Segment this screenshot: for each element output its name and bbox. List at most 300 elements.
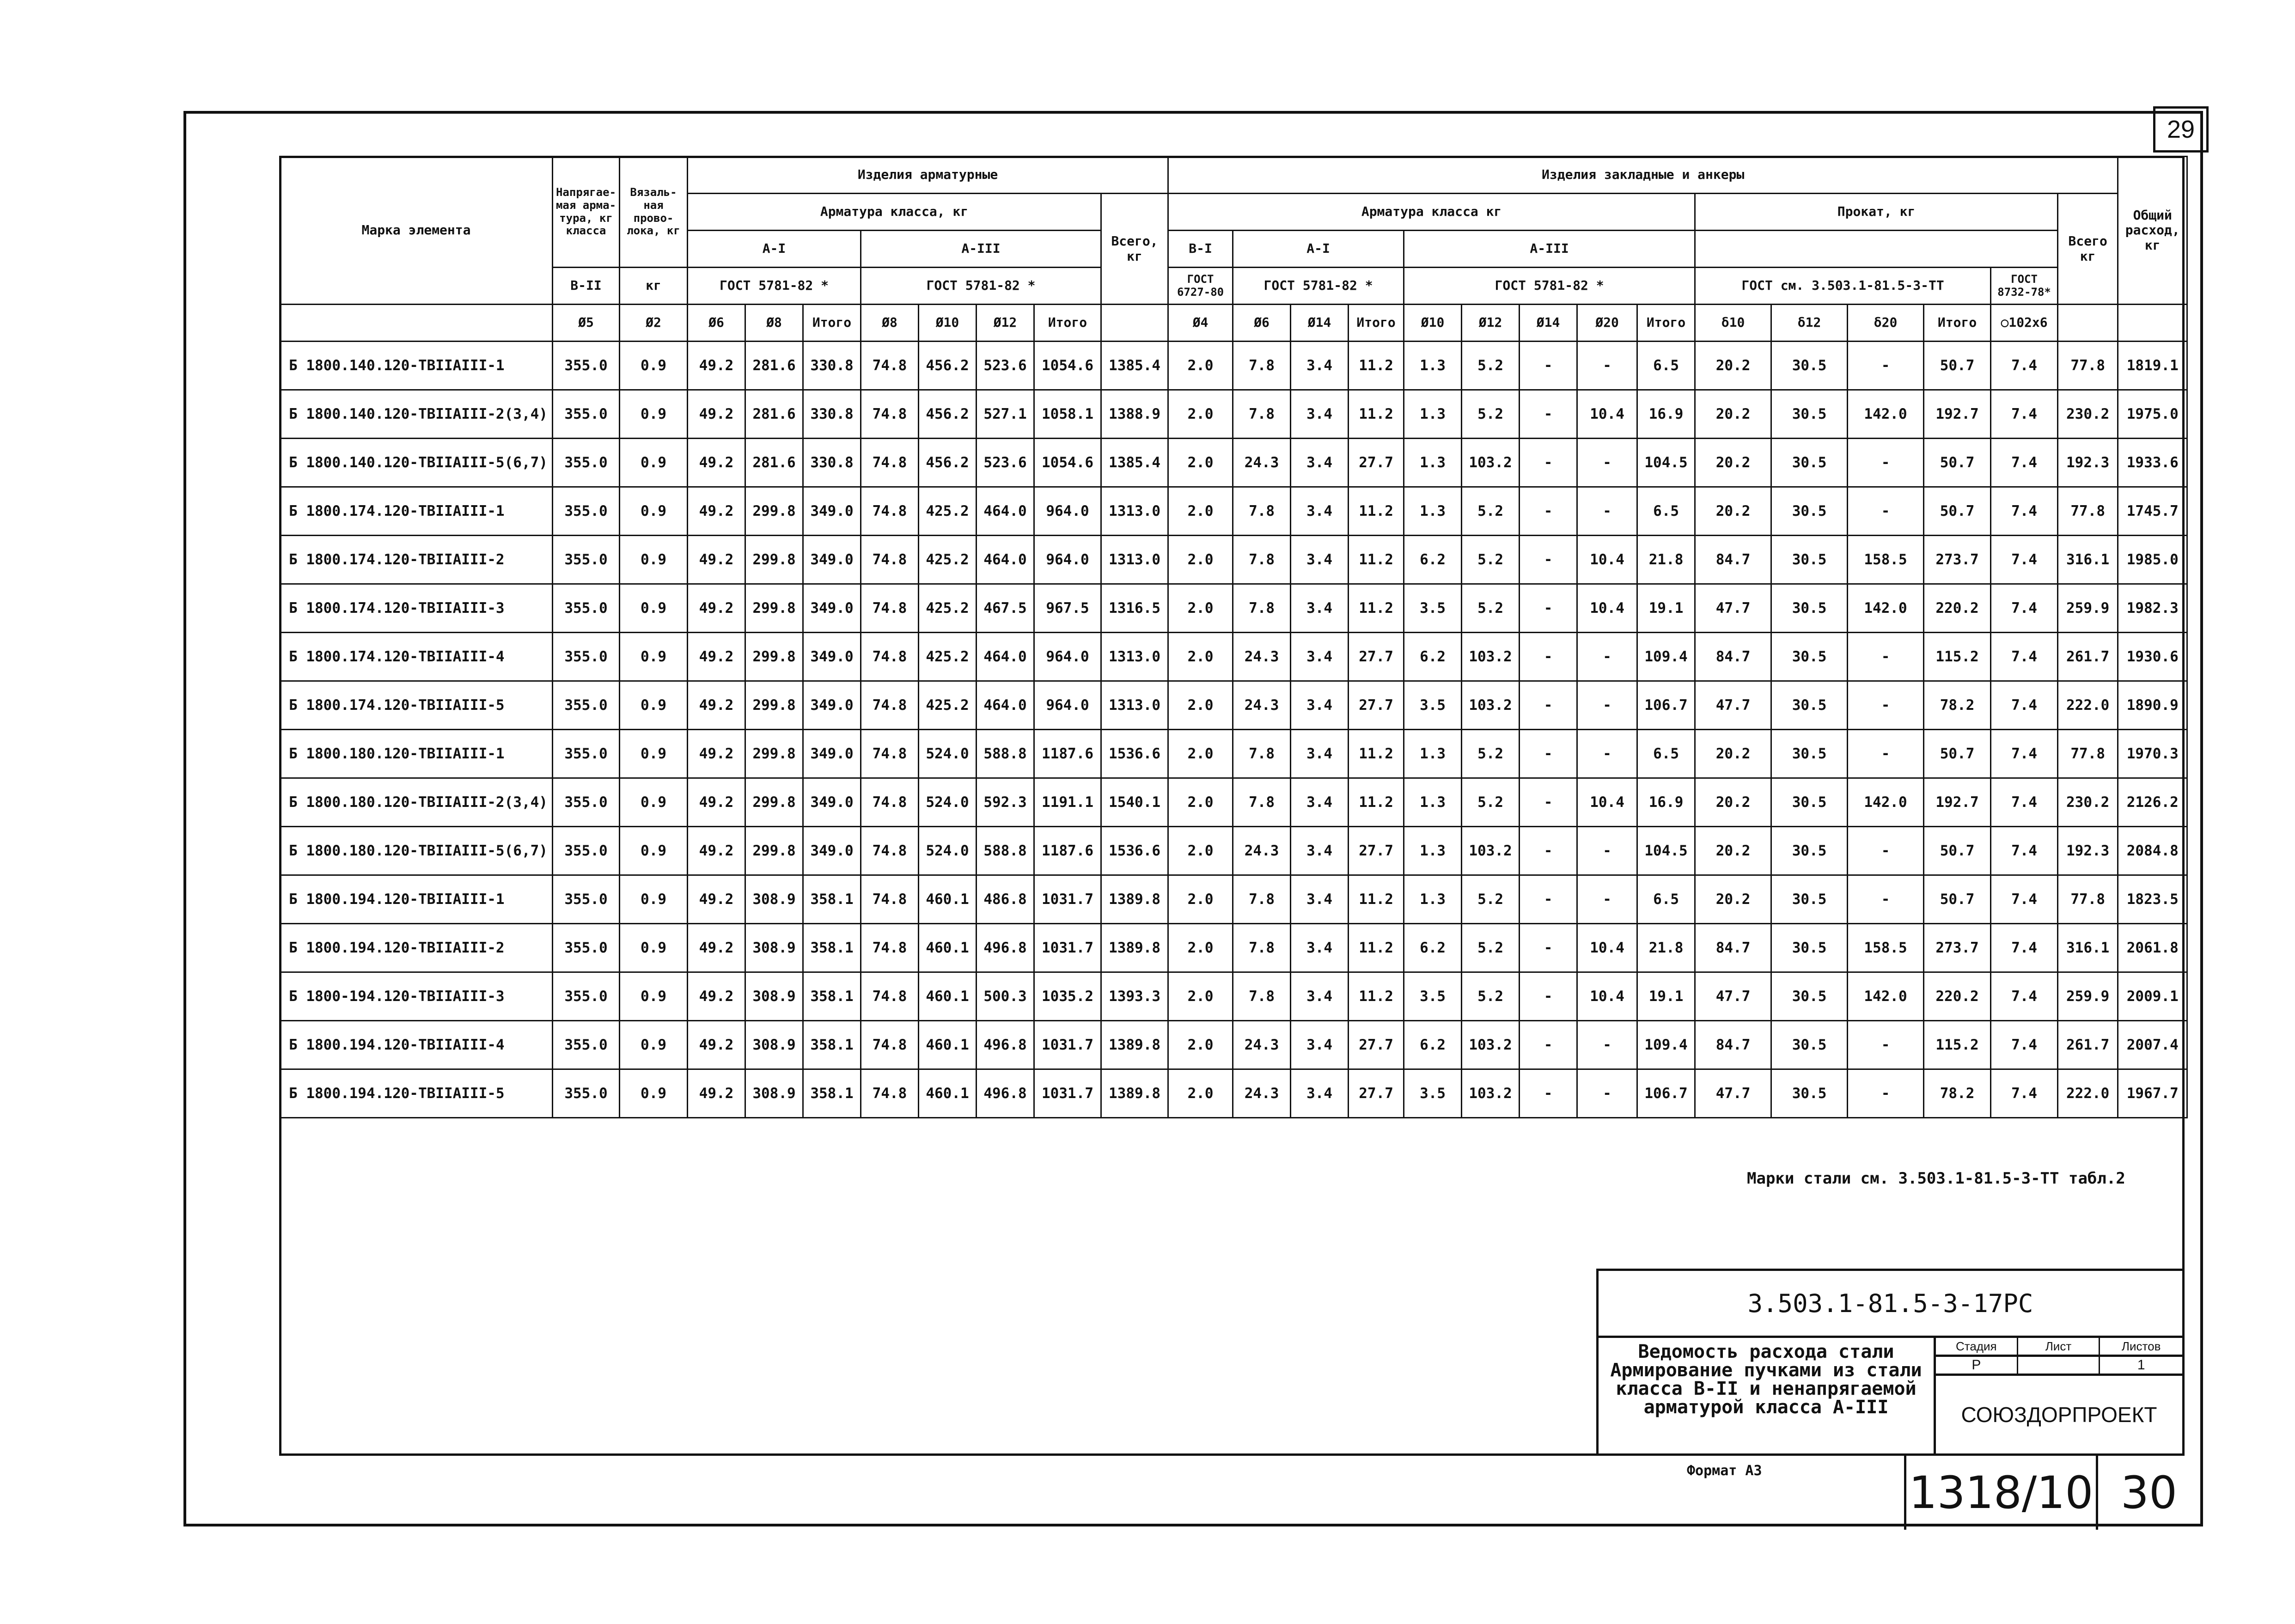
- table-cell: 7.4: [1991, 487, 2058, 536]
- table-cell: 425.2: [919, 681, 977, 730]
- table-cell: 496.8: [977, 1069, 1034, 1118]
- subheader-cell: ○102x6: [1991, 305, 2058, 342]
- table-cell: 1191.1: [1034, 778, 1101, 827]
- subheader-cell: Ø6: [688, 305, 745, 342]
- table-cell: 49.2: [688, 390, 745, 439]
- table-cell: 496.8: [977, 924, 1034, 972]
- table-cell: 3.4: [1291, 730, 1349, 778]
- table-cell: 30.5: [1771, 439, 1848, 487]
- col-header-a3: А-III: [861, 231, 1101, 268]
- table-cell: 1823.5: [2118, 875, 2187, 924]
- table-cell: -: [1577, 1069, 1637, 1118]
- col-header-emb-b1: В-I: [1168, 231, 1233, 268]
- table-cell: 3.5: [1404, 681, 1462, 730]
- table-cell: 192.7: [1924, 390, 1991, 439]
- table-cell: 330.8: [803, 390, 861, 439]
- table-cell: 355.0: [553, 390, 620, 439]
- sheets-value: 1: [2137, 1357, 2145, 1373]
- table-cell: 349.0: [803, 827, 861, 875]
- table-cell: 50.7: [1924, 487, 1991, 536]
- table-cell: 27.7: [1349, 439, 1404, 487]
- table-cell: 1982.3: [2118, 584, 2187, 633]
- table-cell: 349.0: [803, 730, 861, 778]
- col-header-embedded: Изделия закладные и анкеры: [1168, 157, 2118, 194]
- table-cell: 456.2: [919, 390, 977, 439]
- table-cell: 27.7: [1349, 1069, 1404, 1118]
- table-cell: 299.8: [745, 681, 803, 730]
- table-cell: 355.0: [553, 875, 620, 924]
- element-mark-cell: Б 1800.174.120-ТВIIАIII-2: [280, 536, 553, 584]
- table-cell: 11.2: [1349, 972, 1404, 1021]
- table-cell: 261.7: [2058, 1021, 2118, 1069]
- col-header-stressed-dia: Ø5: [553, 305, 620, 342]
- table-cell: 103.2: [1462, 1069, 1520, 1118]
- table-cell: 7.4: [1991, 730, 2058, 778]
- stage-header: [1934, 1336, 2185, 1357]
- table-cell: 27.7: [1349, 681, 1404, 730]
- table-cell: 2126.2: [2118, 778, 2187, 827]
- table-cell: 11.2: [1349, 487, 1404, 536]
- table-cell: 142.0: [1848, 972, 1924, 1021]
- subheader-row: [280, 305, 2187, 342]
- table-cell: 47.7: [1695, 584, 1771, 633]
- table-cell: 259.9: [2058, 584, 2118, 633]
- steel-consumption-table: [279, 156, 2188, 1462]
- table-cell: 2.0: [1168, 1069, 1233, 1118]
- table-cell: 115.2: [1924, 1021, 1991, 1069]
- table-cell: 158.5: [1848, 536, 1924, 584]
- table-cell: 299.8: [745, 827, 803, 875]
- table-cell: -: [1520, 342, 1577, 390]
- table-cell: -: [1848, 1021, 1924, 1069]
- table-cell: 5.2: [1462, 584, 1520, 633]
- table-cell: -: [1577, 439, 1637, 487]
- table-cell: 308.9: [745, 972, 803, 1021]
- table-cell: 1.3: [1404, 390, 1462, 439]
- stage-value: Р: [1936, 1357, 2018, 1374]
- table-cell: 0.9: [620, 924, 688, 972]
- table-cell: 3.4: [1291, 1021, 1349, 1069]
- format-label: Формат А3: [1687, 1463, 1762, 1479]
- table-cell: -: [1520, 875, 1577, 924]
- table-cell: 0.9: [620, 439, 688, 487]
- table-cell: 2.0: [1168, 439, 1233, 487]
- table-cell: 222.0: [2058, 681, 2118, 730]
- table-cell: 6.5: [1637, 342, 1695, 390]
- table-cell: 1187.6: [1034, 730, 1101, 778]
- table-cell: 21.8: [1637, 536, 1695, 584]
- table-cell: 50.7: [1924, 730, 1991, 778]
- table-cell: -: [1520, 730, 1577, 778]
- table-cell: 1389.8: [1101, 924, 1168, 972]
- col-header-rebar-total: Всего, кг: [1101, 194, 1168, 305]
- table-cell: -: [1520, 827, 1577, 875]
- table-cell: 16.9: [1637, 390, 1695, 439]
- table-cell: 2.0: [1168, 584, 1233, 633]
- table-cell: 355.0: [553, 1021, 620, 1069]
- table-row: [280, 972, 2187, 1021]
- subheader-cell: Итого: [803, 305, 861, 342]
- table-cell: 74.8: [861, 633, 919, 681]
- table-cell: -: [1848, 681, 1924, 730]
- col-header-a1: А-I: [688, 231, 861, 268]
- table-cell: 158.5: [1848, 924, 1924, 972]
- table-cell: 358.1: [803, 924, 861, 972]
- table-cell: 1536.6: [1101, 730, 1168, 778]
- table-cell: 316.1: [2058, 536, 2118, 584]
- table-cell: 5.2: [1462, 972, 1520, 1021]
- table-cell: 74.8: [861, 536, 919, 584]
- subheader-cell: Ø20: [1577, 305, 1637, 342]
- organization-name: СОЮЗДОРПРОЕКТ: [1934, 1374, 2185, 1456]
- subheader-cell: Итого: [1034, 305, 1101, 342]
- title-block: [1596, 1269, 2185, 1456]
- table-cell: 21.8: [1637, 924, 1695, 972]
- table-cell: 30.5: [1771, 972, 1848, 1021]
- table-cell: 1540.1: [1101, 778, 1168, 827]
- table-cell: 281.6: [745, 439, 803, 487]
- table-cell: 11.2: [1349, 875, 1404, 924]
- table-cell: 10.4: [1577, 390, 1637, 439]
- table-cell: 24.3: [1233, 633, 1291, 681]
- table-cell: 1313.0: [1101, 681, 1168, 730]
- table-cell: 7.8: [1233, 730, 1291, 778]
- table-cell: 299.8: [745, 536, 803, 584]
- table-cell: 74.8: [861, 1069, 919, 1118]
- table-cell: 316.1: [2058, 924, 2118, 972]
- table-cell: 192.7: [1924, 778, 1991, 827]
- table-cell: 0.9: [620, 730, 688, 778]
- col-header-emb-a3: А-III: [1404, 231, 1695, 268]
- table-cell: 308.9: [745, 1069, 803, 1118]
- table-cell: 1890.9: [2118, 681, 2187, 730]
- table-cell: 47.7: [1695, 681, 1771, 730]
- table-cell: 103.2: [1462, 1021, 1520, 1069]
- table-cell: 2.0: [1168, 390, 1233, 439]
- table-cell: 7.4: [1991, 439, 2058, 487]
- table-cell: 30.5: [1771, 390, 1848, 439]
- table-cell: 1385.4: [1101, 342, 1168, 390]
- table-cell: 524.0: [919, 827, 977, 875]
- table-cell: 7.8: [1233, 924, 1291, 972]
- table-cell: 115.2: [1924, 633, 1991, 681]
- table-cell: 222.0: [2058, 1069, 2118, 1118]
- document-description: Ведомость расхода стали Армирование пучками из стали класса В-II и ненапрягаемой арматурой класса А-III: [1596, 1336, 1936, 1456]
- table-cell: 355.0: [553, 536, 620, 584]
- table-cell: 30.5: [1771, 924, 1848, 972]
- table-cell: 49.2: [688, 730, 745, 778]
- table-cell: 24.3: [1233, 681, 1291, 730]
- table-cell: 964.0: [1034, 681, 1101, 730]
- table-cell: 0.9: [620, 487, 688, 536]
- table-cell: 349.0: [803, 778, 861, 827]
- table-cell: 967.5: [1034, 584, 1101, 633]
- table-cell: 49.2: [688, 1021, 745, 1069]
- table-cell: 355.0: [553, 1069, 620, 1118]
- table-cell: 3.5: [1404, 972, 1462, 1021]
- table-cell: 425.2: [919, 633, 977, 681]
- table-cell: 7.4: [1991, 1069, 2058, 1118]
- table-cell: 49.2: [688, 536, 745, 584]
- table-cell: 1313.0: [1101, 536, 1168, 584]
- element-mark-cell: Б 1800.180.120-ТВIIАIII-1: [280, 730, 553, 778]
- table-cell: -: [1848, 487, 1924, 536]
- table-cell: 523.6: [977, 439, 1034, 487]
- table-row: [280, 778, 2187, 827]
- table-cell: 50.7: [1924, 342, 1991, 390]
- table-cell: 7.8: [1233, 972, 1291, 1021]
- table-cell: 1.3: [1404, 730, 1462, 778]
- table-cell: 10.4: [1577, 778, 1637, 827]
- table-cell: 1930.6: [2118, 633, 2187, 681]
- subheader-cell: Ø8: [861, 305, 919, 342]
- table-cell: 106.7: [1637, 1069, 1695, 1118]
- table-cell: 3.4: [1291, 875, 1349, 924]
- table-cell: 50.7: [1924, 439, 1991, 487]
- table-cell: 0.9: [620, 1021, 688, 1069]
- table-cell: 74.8: [861, 924, 919, 972]
- subheader-cell: Ø12: [977, 305, 1034, 342]
- element-mark-cell: Б 1800.174.120-ТВIIАIII-3: [280, 584, 553, 633]
- table-cell: 142.0: [1848, 778, 1924, 827]
- table-cell: 2.0: [1168, 1021, 1233, 1069]
- table-cell: -: [1577, 681, 1637, 730]
- table-cell: 24.3: [1233, 439, 1291, 487]
- table-cell: -: [1848, 827, 1924, 875]
- table-cell: 281.6: [745, 390, 803, 439]
- subheader-cell: δ10: [1695, 305, 1771, 342]
- subheader-cell: Итого: [1637, 305, 1695, 342]
- element-mark-cell: Б 1800-194.120-ТВIIАIII-3: [280, 972, 553, 1021]
- table-cell: 27.7: [1349, 1021, 1404, 1069]
- subheader-cell: Ø14: [1291, 305, 1349, 342]
- table-row: [280, 584, 2187, 633]
- table-cell: 230.2: [2058, 778, 2118, 827]
- table-cell: 299.8: [745, 584, 803, 633]
- table-cell: 1031.7: [1034, 924, 1101, 972]
- table-cell: 11.2: [1349, 584, 1404, 633]
- table-row: [280, 875, 2187, 924]
- table-cell: 3.4: [1291, 439, 1349, 487]
- table-cell: 50.7: [1924, 875, 1991, 924]
- sheet-label: Лист: [2018, 1338, 2100, 1355]
- subheader-cell: Ø4: [1168, 305, 1233, 342]
- table-cell: 464.0: [977, 681, 1034, 730]
- table-cell: 74.8: [861, 778, 919, 827]
- table-cell: 3.4: [1291, 972, 1349, 1021]
- table-cell: 74.8: [861, 681, 919, 730]
- table-cell: 7.4: [1991, 827, 2058, 875]
- table-cell: 49.2: [688, 924, 745, 972]
- table-cell: 460.1: [919, 1021, 977, 1069]
- sheet-value: [2018, 1357, 2100, 1374]
- table-cell: 355.0: [553, 730, 620, 778]
- table-cell: 7.4: [1991, 1021, 2058, 1069]
- table-cell: 78.2: [1924, 681, 1991, 730]
- table-cell: 355.0: [553, 487, 620, 536]
- table-cell: 11.2: [1349, 730, 1404, 778]
- table-cell: 30.5: [1771, 875, 1848, 924]
- table-cell: 0.9: [620, 681, 688, 730]
- table-cell: 1389.8: [1101, 1021, 1168, 1069]
- table-cell: 1313.0: [1101, 487, 1168, 536]
- table-cell: 11.2: [1349, 536, 1404, 584]
- table-cell: 2.0: [1168, 633, 1233, 681]
- table-cell: 425.2: [919, 584, 977, 633]
- table-cell: 24.3: [1233, 827, 1291, 875]
- table-cell: 74.8: [861, 584, 919, 633]
- subheader-cell: Ø12: [1462, 305, 1520, 342]
- table-cell: 523.6: [977, 342, 1034, 390]
- table-cell: 355.0: [553, 827, 620, 875]
- table-cell: 49.2: [688, 972, 745, 1021]
- table-cell: 355.0: [553, 924, 620, 972]
- table-cell: 74.8: [861, 342, 919, 390]
- table-cell: 349.0: [803, 584, 861, 633]
- table-cell: 460.1: [919, 972, 977, 1021]
- table-cell: 74.8: [861, 972, 919, 1021]
- table-cell: -: [1520, 487, 1577, 536]
- table-cell: 355.0: [553, 681, 620, 730]
- table-cell: 7.4: [1991, 584, 2058, 633]
- table-cell: -: [1577, 487, 1637, 536]
- table-cell: -: [1848, 730, 1924, 778]
- table-cell: 355.0: [553, 778, 620, 827]
- table-cell: 30.5: [1771, 536, 1848, 584]
- table-cell: 464.0: [977, 633, 1034, 681]
- col-header-rebar-products: Изделия арматурные: [688, 157, 1168, 194]
- subheader-cell: Ø10: [919, 305, 977, 342]
- table-cell: 349.0: [803, 633, 861, 681]
- table-cell: 2.0: [1168, 681, 1233, 730]
- table-cell: 2.0: [1168, 778, 1233, 827]
- table-cell: 84.7: [1695, 1021, 1771, 1069]
- table-cell: 464.0: [977, 536, 1034, 584]
- table-cell: 1388.9: [1101, 390, 1168, 439]
- table-cell: 5.2: [1462, 875, 1520, 924]
- table-cell: 3.4: [1291, 1069, 1349, 1118]
- table-cell: 104.5: [1637, 439, 1695, 487]
- table-cell: 192.3: [2058, 827, 2118, 875]
- table-cell: 486.8: [977, 875, 1034, 924]
- table-row: [280, 924, 2187, 972]
- table-cell: -: [1520, 536, 1577, 584]
- table-cell: 11.2: [1349, 778, 1404, 827]
- table-cell: 103.2: [1462, 633, 1520, 681]
- table-row: [280, 487, 2187, 536]
- table-cell: 273.7: [1924, 924, 1991, 972]
- table-cell: 20.2: [1695, 778, 1771, 827]
- table-cell: 0.9: [620, 1069, 688, 1118]
- table-row: [280, 1069, 2187, 1118]
- table-cell: 74.8: [861, 390, 919, 439]
- table-cell: 425.2: [919, 487, 977, 536]
- table-cell: -: [1848, 439, 1924, 487]
- table-cell: 49.2: [688, 487, 745, 536]
- table-cell: 2.0: [1168, 342, 1233, 390]
- table-cell: 1035.2: [1034, 972, 1101, 1021]
- table-cell: 355.0: [553, 972, 620, 1021]
- table-row: [280, 390, 2187, 439]
- table-cell: 1975.0: [2118, 390, 2187, 439]
- table-cell: 349.0: [803, 487, 861, 536]
- table-cell: 77.8: [2058, 730, 2118, 778]
- col-header-emb-a1: А-I: [1233, 231, 1404, 268]
- table-cell: 6.2: [1404, 1021, 1462, 1069]
- table-cell: 49.2: [688, 584, 745, 633]
- table-cell: 103.2: [1462, 827, 1520, 875]
- table-cell: 7.4: [1991, 924, 2058, 972]
- table-cell: 16.9: [1637, 778, 1695, 827]
- table-cell: 425.2: [919, 536, 977, 584]
- table-cell: 496.8: [977, 1021, 1034, 1069]
- table-cell: -: [1520, 681, 1577, 730]
- table-cell: 1393.3: [1101, 972, 1168, 1021]
- table-cell: -: [1577, 730, 1637, 778]
- table-cell: -: [1577, 633, 1637, 681]
- table-cell: -: [1520, 1021, 1577, 1069]
- table-row: [280, 730, 2187, 778]
- col-header-emb-a1-gost: ГОСТ 5781-82 *: [1233, 268, 1404, 305]
- table-cell: 2.0: [1168, 536, 1233, 584]
- table-cell: 7.4: [1991, 778, 2058, 827]
- table-cell: 109.4: [1637, 1021, 1695, 1069]
- table-cell: 0.9: [620, 342, 688, 390]
- table-cell: 77.8: [2058, 875, 2118, 924]
- table-cell: 1031.7: [1034, 1021, 1101, 1069]
- table-cell: 2007.4: [2118, 1021, 2187, 1069]
- table-cell: 30.5: [1771, 1069, 1848, 1118]
- col-header-emb-b1-gost: ГОСТ 6727-80: [1168, 268, 1233, 305]
- table-cell: 464.0: [977, 487, 1034, 536]
- table-cell: 20.2: [1695, 342, 1771, 390]
- table-cell: 7.4: [1991, 681, 2058, 730]
- table-cell: 74.8: [861, 487, 919, 536]
- table-cell: 5.2: [1462, 536, 1520, 584]
- table-cell: 358.1: [803, 1069, 861, 1118]
- table-cell: 1933.6: [2118, 439, 2187, 487]
- table-cell: 299.8: [745, 778, 803, 827]
- table-cell: 308.9: [745, 1021, 803, 1069]
- table-cell: 330.8: [803, 439, 861, 487]
- table-cell: 6.2: [1404, 924, 1462, 972]
- table-cell: 1058.1: [1034, 390, 1101, 439]
- table-cell: 49.2: [688, 633, 745, 681]
- col-header-mark: Марка элемента: [280, 157, 553, 305]
- table-cell: 50.7: [1924, 827, 1991, 875]
- table-cell: 1536.6: [1101, 827, 1168, 875]
- table-cell: 103.2: [1462, 681, 1520, 730]
- table-cell: 1385.4: [1101, 439, 1168, 487]
- table-cell: 142.0: [1848, 390, 1924, 439]
- table-cell: 6.5: [1637, 875, 1695, 924]
- col-header-stressed-class: В-II: [553, 268, 620, 305]
- table-cell: 74.8: [861, 875, 919, 924]
- table-cell: 308.9: [745, 875, 803, 924]
- col-header-emb-total: Всего кг: [2058, 194, 2118, 305]
- table-cell: 103.2: [1462, 439, 1520, 487]
- col-header-emb-total-blank: [2058, 305, 2118, 342]
- subheader-cell: Ø10: [1404, 305, 1462, 342]
- element-mark-cell: Б 1800.174.120-ТВIIАIII-5: [280, 681, 553, 730]
- table-cell: 0.9: [620, 778, 688, 827]
- table-cell: 358.1: [803, 972, 861, 1021]
- table-cell: 2.0: [1168, 972, 1233, 1021]
- table-cell: 3.5: [1404, 584, 1462, 633]
- table-cell: 299.8: [745, 487, 803, 536]
- col-header-mark-blank: [280, 305, 553, 342]
- table-cell: 7.4: [1991, 972, 2058, 1021]
